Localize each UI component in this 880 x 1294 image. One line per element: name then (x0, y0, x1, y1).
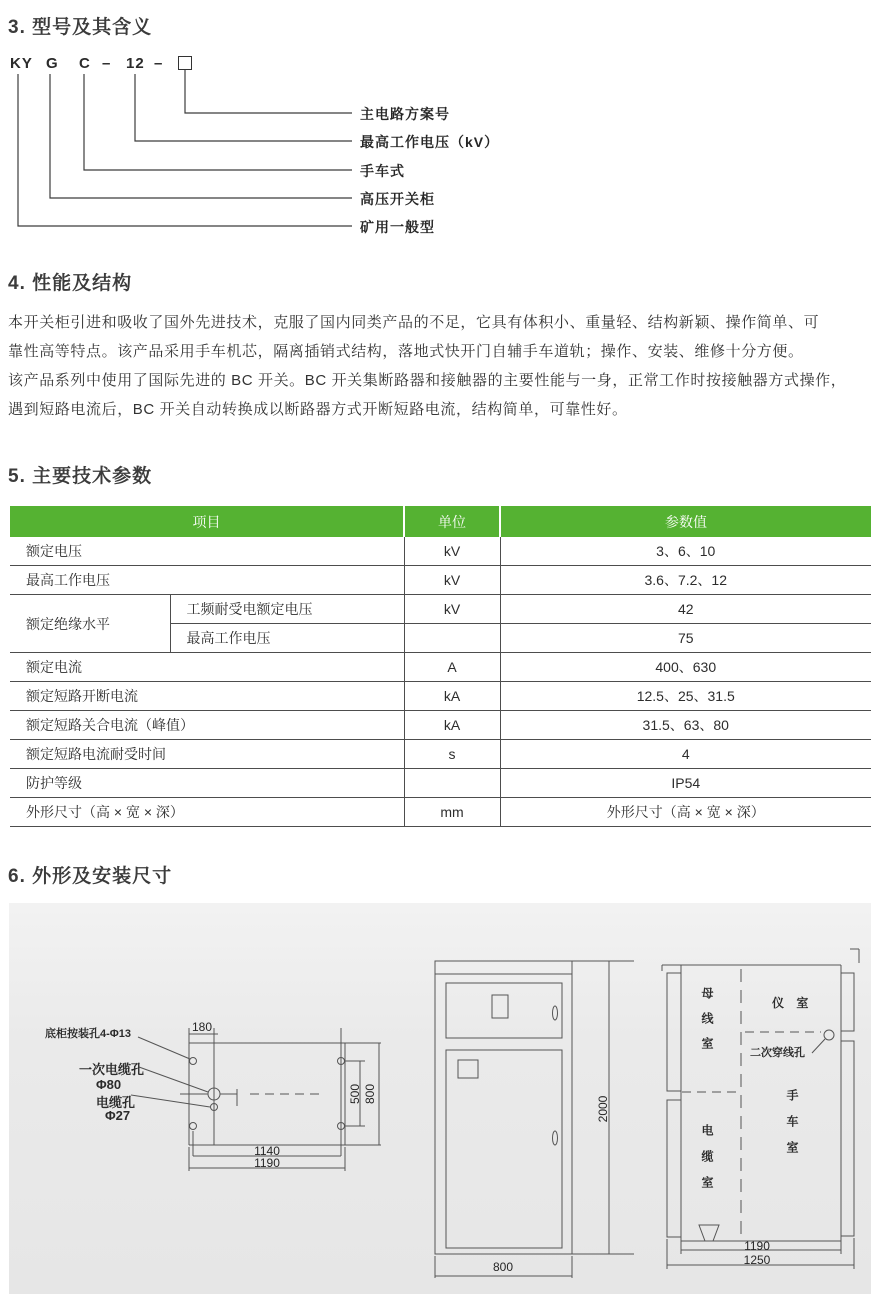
table-row (10, 566, 871, 595)
model-code-12: 12 (126, 55, 145, 72)
model-code-dash1: – (102, 55, 112, 72)
cell-item: 额定短路关合电流（峰值） (10, 711, 404, 740)
table-header-row (10, 506, 871, 537)
cell-unit (404, 624, 500, 653)
plan-dim-500: 500 (348, 1083, 362, 1105)
side-dim-1190: 1190 (744, 1239, 770, 1253)
header-item: 项目 (10, 506, 404, 537)
model-label-handcart-type: 手车式 (360, 163, 405, 179)
section-title-parameters: 5. 主要技术参数 (8, 466, 153, 487)
cell-value: 3.6、7.2、12 (500, 566, 871, 595)
cell-value: IP54 (500, 769, 871, 798)
model-label-max-voltage: 最高工作电压（kV） (360, 134, 500, 150)
performance-text-line: 遇到短路电流后，BC 开关自动转换成以断路器方式开断短路电流，结构简单，可靠性好。 (8, 401, 628, 418)
cell-value: 75 (500, 624, 871, 653)
performance-text-line: 该产品系列中使用了国际先进的 BC 开关。BC 开关集断路器和接触器的主要性能与一身，正常工作时按接触器方式操作， (8, 372, 847, 389)
cell-unit: kV (404, 595, 500, 624)
side-cable-room-label: 电缆室 (700, 1124, 714, 1202)
technical-drawing-lines (9, 903, 871, 1294)
model-placeholder-box (178, 56, 192, 70)
cell-value: 外形尺寸（高 × 宽 × 深） (500, 798, 871, 827)
side-instrument-room-label: 仪 室 (772, 996, 809, 1010)
table-row (10, 711, 871, 740)
plan-mounting-hole-label: 底柜按装孔4-Φ13 (45, 1028, 132, 1040)
table-row (10, 682, 871, 711)
plan-dim-1140: 1140 (254, 1144, 280, 1158)
cell-value: 400、630 (500, 653, 871, 682)
table-row (10, 537, 871, 566)
cell-value: 42 (500, 595, 871, 624)
cell-item: 额定短路电流耐受时间 (10, 740, 404, 769)
side-secondary-wire-hole-label: 二次穿线孔 (750, 1047, 805, 1059)
parameters-table (10, 506, 871, 827)
table-row (10, 769, 871, 798)
model-code-c: C (79, 55, 91, 72)
cell-unit: kA (404, 682, 500, 711)
cell-item: 最高工作电压 (170, 624, 404, 653)
front-dim-800: 800 (492, 1260, 514, 1274)
plan-dim-800: 800 (363, 1083, 377, 1105)
table-row (10, 740, 871, 769)
cell-unit: kA (404, 711, 500, 740)
section-title-performance: 4. 性能及结构 (8, 273, 133, 294)
cell-group: 额定绝缘水平 (10, 595, 170, 653)
cell-item: 工频耐受电额定电压 (170, 595, 404, 624)
section-title-model: 3. 型号及其含义 (8, 17, 153, 38)
header-value: 参数值 (500, 506, 871, 537)
cell-unit: mm (404, 798, 500, 827)
model-code-ky: KY (10, 55, 33, 72)
cell-item: 额定电压 (10, 537, 404, 566)
cell-value: 4 (500, 740, 871, 769)
side-dim-1250: 1250 (743, 1253, 771, 1267)
plan-cable-hole-label: 电缆孔 (96, 1095, 136, 1110)
model-code-dash2: – (154, 55, 164, 72)
cell-value: 12.5、25、31.5 (500, 682, 871, 711)
cell-item: 最高工作电压 (10, 566, 404, 595)
cell-unit: kV (404, 566, 500, 595)
model-label-hv-switchgear: 高压开关柜 (360, 191, 435, 207)
cell-unit (404, 769, 500, 798)
side-view-lines (662, 949, 859, 1269)
performance-text-line: 本开关柜引进和吸收了国外先进技术，克服了国内同类产品的不足，它具有体积小、重量轻、结构新颖、操作简单、可 (8, 314, 820, 331)
cell-item: 额定短路开断电流 (10, 682, 404, 711)
table-row (10, 595, 871, 624)
side-handcart-room-label: 手车室 (785, 1089, 799, 1167)
cell-value: 3、6、10 (500, 537, 871, 566)
header-unit: 单位 (404, 506, 500, 537)
side-busbar-room-label: 母线室 (700, 987, 714, 1062)
model-label-main-circuit: 主电路方案号 (360, 106, 450, 122)
cell-value: 31.5、63、80 (500, 711, 871, 740)
cell-unit: s (404, 740, 500, 769)
table-row (10, 798, 871, 827)
model-label-mine-type: 矿用一般型 (360, 219, 435, 235)
model-code-g: G (46, 55, 59, 72)
table-row (10, 653, 871, 682)
section-title-dimensions: 6. 外形及安装尺寸 (8, 866, 173, 887)
performance-text-line: 靠性高等特点。该产品采用手车机芯，隔离插销式结构，落地式快开门自辅手车道轨；操作、安装、维修十分方便。 (8, 343, 804, 360)
plan-dim-1190: 1190 (254, 1156, 280, 1170)
cell-item: 外形尺寸（高 × 宽 × 深） (10, 798, 404, 827)
plan-phi27-label: Φ27 (105, 1108, 131, 1123)
drawing-area (9, 903, 871, 1294)
front-dim-2000: 2000 (596, 1095, 610, 1123)
cell-unit: A (404, 653, 500, 682)
plan-phi80-label: Φ80 (96, 1077, 122, 1092)
cell-unit: kV (404, 537, 500, 566)
plan-dim-180: 180 (191, 1020, 213, 1034)
cell-item: 防护等级 (10, 769, 404, 798)
cell-item: 额定电流 (10, 653, 404, 682)
plan-primary-cable-hole-label: 一次电缆孔 (79, 1062, 145, 1077)
